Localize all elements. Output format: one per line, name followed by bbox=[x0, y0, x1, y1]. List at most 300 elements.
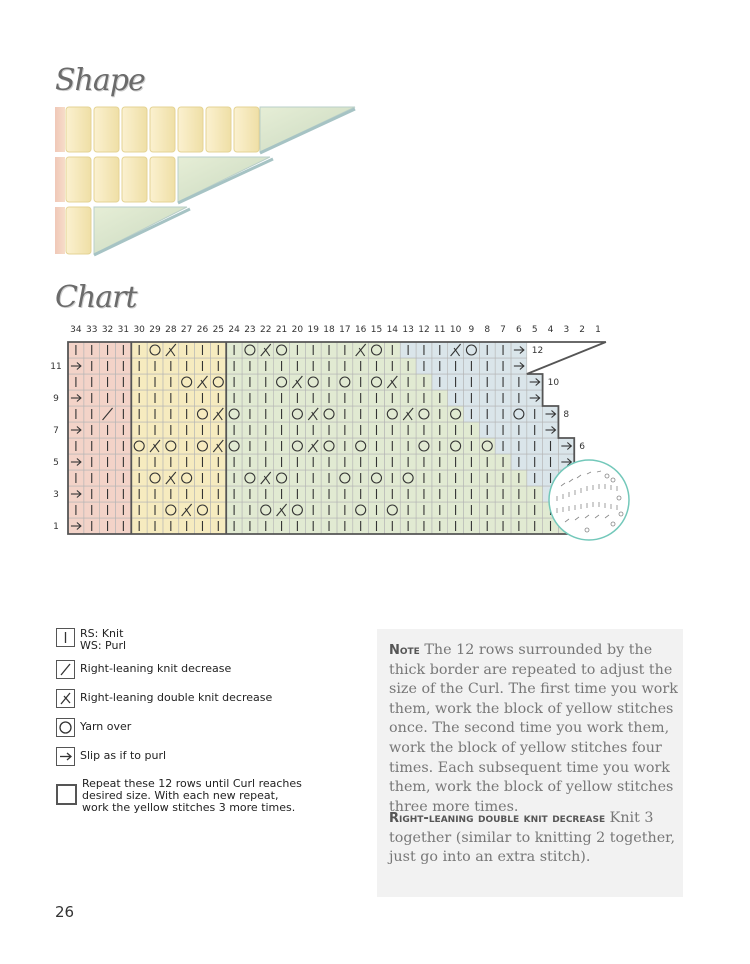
chart-cell bbox=[68, 470, 84, 486]
chart-cell bbox=[68, 422, 84, 438]
page-number: 26 bbox=[55, 903, 75, 921]
row-number: 10 bbox=[547, 378, 560, 388]
chart-cell bbox=[100, 518, 116, 534]
chart-cell bbox=[68, 454, 84, 470]
chart-cell bbox=[448, 342, 464, 358]
term-paragraph bbox=[389, 809, 679, 868]
chart-cell bbox=[400, 342, 416, 358]
chart-cell bbox=[369, 422, 385, 438]
chart-cell bbox=[369, 518, 385, 534]
chart-cell bbox=[210, 374, 226, 390]
chart-cell bbox=[416, 518, 432, 534]
chart-cell bbox=[337, 342, 353, 358]
chart-cell bbox=[274, 438, 290, 454]
chart-cell bbox=[115, 422, 131, 438]
chart-cell bbox=[464, 438, 480, 454]
chart-cell bbox=[305, 374, 321, 390]
chart-cell bbox=[210, 454, 226, 470]
chart-cell bbox=[337, 406, 353, 422]
chart-cell bbox=[448, 422, 464, 438]
legend-text: Slip as if to purl bbox=[80, 749, 167, 762]
chart-cell bbox=[68, 358, 84, 374]
note-box bbox=[377, 629, 683, 897]
chart-cell bbox=[321, 438, 337, 454]
chart-cell bbox=[274, 342, 290, 358]
chart-cell bbox=[289, 390, 305, 406]
chart-cell bbox=[84, 470, 100, 486]
chart-cell bbox=[84, 438, 100, 454]
chart-cell bbox=[226, 518, 242, 534]
chart-cell bbox=[543, 422, 559, 438]
note-paragraph bbox=[389, 641, 679, 817]
chart-cell bbox=[226, 454, 242, 470]
chart-cell bbox=[305, 406, 321, 422]
column-number: 33 bbox=[86, 325, 98, 335]
chart-cell bbox=[353, 374, 369, 390]
chart-cell bbox=[147, 422, 163, 438]
chart-cell bbox=[369, 406, 385, 422]
chart-cell bbox=[432, 342, 448, 358]
chart-cell bbox=[337, 454, 353, 470]
chart-cell bbox=[179, 486, 195, 502]
chart-cell bbox=[147, 358, 163, 374]
double-decrease-icon bbox=[56, 689, 75, 708]
chart-cell bbox=[337, 518, 353, 534]
chart-cell bbox=[289, 454, 305, 470]
chart-cell bbox=[195, 518, 211, 534]
chart-cell bbox=[210, 438, 226, 454]
chart-cell bbox=[321, 374, 337, 390]
chart-cell bbox=[274, 390, 290, 406]
chart-cell bbox=[511, 358, 527, 374]
chart-cell bbox=[321, 486, 337, 502]
chart-cell bbox=[179, 374, 195, 390]
chart-cell bbox=[369, 374, 385, 390]
chart-cell bbox=[131, 486, 147, 502]
chart-cell bbox=[131, 358, 147, 374]
chart-cell bbox=[511, 374, 527, 390]
chart-cell bbox=[68, 406, 84, 422]
column-number: 8 bbox=[484, 325, 491, 335]
chart-cell bbox=[163, 486, 179, 502]
chart-cell bbox=[479, 518, 495, 534]
chart-cell bbox=[384, 470, 400, 486]
chart-cell bbox=[195, 454, 211, 470]
row-number: 12 bbox=[531, 346, 544, 356]
chart-cell bbox=[527, 438, 543, 454]
chart-cell bbox=[258, 454, 274, 470]
chart-cell bbox=[84, 502, 100, 518]
column-number: 30 bbox=[133, 325, 145, 335]
chart-cell bbox=[195, 406, 211, 422]
chart-cell bbox=[384, 374, 400, 390]
chart-cell bbox=[289, 502, 305, 518]
chart-cell bbox=[337, 470, 353, 486]
chart-cell bbox=[242, 486, 258, 502]
chart-cell bbox=[479, 342, 495, 358]
chart-cell bbox=[84, 422, 100, 438]
chart-cell bbox=[210, 422, 226, 438]
chart-cell bbox=[195, 374, 211, 390]
chart-cell bbox=[321, 502, 337, 518]
chart-cell bbox=[353, 486, 369, 502]
chart-cell bbox=[527, 454, 543, 470]
chart-cell bbox=[464, 342, 480, 358]
note-heading: Note bbox=[389, 643, 420, 658]
chart-cell bbox=[305, 518, 321, 534]
chart-cell bbox=[416, 374, 432, 390]
row-number: 5 bbox=[53, 458, 59, 468]
chart-cell bbox=[353, 470, 369, 486]
chart-cell bbox=[258, 470, 274, 486]
chart-cell bbox=[495, 342, 511, 358]
chart-cell bbox=[448, 518, 464, 534]
row-number: 7 bbox=[53, 426, 59, 436]
chart-cell bbox=[527, 470, 543, 486]
chart-cell bbox=[321, 518, 337, 534]
chart-cell bbox=[195, 438, 211, 454]
column-number: 5 bbox=[531, 325, 538, 335]
chart-cell bbox=[495, 502, 511, 518]
legend-text: Repeat these 12 rows until Curl reaches desired size. With each new repeat, work the yellow stitches 3 more times. bbox=[82, 777, 302, 814]
chart-cell bbox=[100, 422, 116, 438]
chart-cell bbox=[416, 406, 432, 422]
chart-cell bbox=[479, 438, 495, 454]
row-number: 3 bbox=[53, 490, 59, 500]
chart-cell bbox=[353, 438, 369, 454]
row-number: 8 bbox=[563, 410, 570, 420]
chart-cell bbox=[495, 486, 511, 502]
chart-cell bbox=[115, 470, 131, 486]
chart-cell bbox=[179, 390, 195, 406]
chart-cell bbox=[527, 502, 543, 518]
chart-cell bbox=[163, 438, 179, 454]
chart-cell bbox=[511, 438, 527, 454]
chart-cell bbox=[289, 374, 305, 390]
chart-cell bbox=[400, 486, 416, 502]
chart-cell bbox=[163, 502, 179, 518]
chart-cell bbox=[131, 342, 147, 358]
chart-cell bbox=[527, 390, 543, 406]
column-number: 14 bbox=[386, 325, 399, 335]
chart-cell bbox=[400, 422, 416, 438]
column-number: 27 bbox=[180, 325, 193, 335]
chart-cell bbox=[495, 470, 511, 486]
chart-cell bbox=[163, 358, 179, 374]
chart-cell bbox=[353, 358, 369, 374]
chart-cell bbox=[84, 486, 100, 502]
chart-cell bbox=[337, 390, 353, 406]
column-number: 19 bbox=[307, 325, 319, 335]
chart-cell bbox=[258, 358, 274, 374]
chart-cell bbox=[163, 454, 179, 470]
column-number: 13 bbox=[402, 325, 414, 335]
chart-cell bbox=[195, 358, 211, 374]
chart-cell bbox=[147, 342, 163, 358]
chart-cell bbox=[321, 390, 337, 406]
chart-cell bbox=[163, 342, 179, 358]
column-number: 26 bbox=[196, 325, 209, 335]
chart-cell bbox=[369, 486, 385, 502]
chart-cell bbox=[416, 358, 432, 374]
chart-cell bbox=[479, 390, 495, 406]
chart-cell bbox=[448, 438, 464, 454]
chart-cell bbox=[495, 454, 511, 470]
chart-cell bbox=[464, 358, 480, 374]
chart-cell bbox=[274, 422, 290, 438]
chart-cell bbox=[179, 422, 195, 438]
knit-purl-icon bbox=[56, 628, 75, 647]
chart-cell bbox=[242, 342, 258, 358]
chart-cell bbox=[527, 374, 543, 390]
chart-cell bbox=[448, 486, 464, 502]
chart-cell bbox=[163, 390, 179, 406]
legend-text: Right-leaning knit decrease bbox=[80, 662, 232, 675]
chart-cell bbox=[274, 374, 290, 390]
chart-cell bbox=[226, 374, 242, 390]
chart-cell bbox=[147, 502, 163, 518]
chart-cell bbox=[147, 454, 163, 470]
chart-cell bbox=[416, 454, 432, 470]
chart-cell bbox=[337, 502, 353, 518]
term-body: Knit 3 together (similar to knitting 2 together, just go into an extra stitch). bbox=[389, 810, 675, 866]
column-number: 22 bbox=[260, 325, 272, 335]
chart-cell bbox=[337, 486, 353, 502]
chart-cell bbox=[416, 486, 432, 502]
shape-title: Shape bbox=[55, 63, 145, 98]
column-number: 9 bbox=[468, 325, 475, 335]
chart-cell bbox=[210, 470, 226, 486]
row-number: 11 bbox=[50, 362, 62, 372]
chart-cell bbox=[479, 454, 495, 470]
chart-cell bbox=[495, 390, 511, 406]
chart-cell bbox=[337, 374, 353, 390]
chart-cell bbox=[384, 422, 400, 438]
chart-cell bbox=[68, 486, 84, 502]
chart-cell bbox=[242, 358, 258, 374]
column-number: 20 bbox=[291, 325, 304, 335]
shape-row-1 bbox=[55, 107, 355, 153]
chart-cell bbox=[416, 422, 432, 438]
column-number: 34 bbox=[70, 325, 82, 335]
chart-cell bbox=[210, 518, 226, 534]
chart-cell bbox=[147, 374, 163, 390]
column-number: 25 bbox=[212, 325, 225, 335]
chart-cell bbox=[369, 470, 385, 486]
slip-icon bbox=[56, 747, 75, 766]
chart-cell bbox=[305, 502, 321, 518]
chart-cell bbox=[258, 342, 274, 358]
column-number: 21 bbox=[275, 325, 288, 335]
chart-cell bbox=[163, 470, 179, 486]
chart-cell bbox=[416, 470, 432, 486]
chart-cell bbox=[131, 406, 147, 422]
chart-cell bbox=[115, 358, 131, 374]
chart-cell bbox=[464, 374, 480, 390]
chart-cell bbox=[100, 454, 116, 470]
chart-cell bbox=[115, 486, 131, 502]
chart-cell bbox=[511, 406, 527, 422]
chart-cell bbox=[289, 422, 305, 438]
chart-cell bbox=[195, 342, 211, 358]
chart-cell bbox=[100, 502, 116, 518]
chart-cell bbox=[147, 470, 163, 486]
chart-cell bbox=[305, 342, 321, 358]
chart-cell bbox=[289, 486, 305, 502]
chart-cell bbox=[511, 454, 527, 470]
chart-cell bbox=[384, 454, 400, 470]
chart-cell bbox=[448, 406, 464, 422]
chart-cell bbox=[448, 390, 464, 406]
chart-cell bbox=[495, 422, 511, 438]
chart-cell bbox=[289, 438, 305, 454]
column-number: 2 bbox=[579, 325, 586, 335]
chart-cell bbox=[416, 390, 432, 406]
chart-cell bbox=[400, 518, 416, 534]
chart-cell bbox=[195, 502, 211, 518]
chart-cell bbox=[258, 518, 274, 534]
chart-cell bbox=[226, 438, 242, 454]
chart-cell bbox=[479, 406, 495, 422]
chart-cell bbox=[448, 502, 464, 518]
chart-cell bbox=[400, 502, 416, 518]
chart-cell bbox=[179, 358, 195, 374]
chart-cell bbox=[210, 390, 226, 406]
chart-cell bbox=[495, 358, 511, 374]
chart-cell bbox=[274, 518, 290, 534]
chart-cell bbox=[384, 518, 400, 534]
chart-cell bbox=[321, 454, 337, 470]
chart-cell bbox=[147, 406, 163, 422]
chart-cell bbox=[432, 486, 448, 502]
chart-cell bbox=[464, 518, 480, 534]
legend-item-double-decrease bbox=[56, 689, 272, 708]
chart-cell bbox=[274, 406, 290, 422]
chart-cell bbox=[163, 374, 179, 390]
column-number: 28 bbox=[165, 325, 177, 335]
chart-cell bbox=[163, 406, 179, 422]
legend-item-knit bbox=[56, 628, 126, 652]
chart-cell bbox=[400, 358, 416, 374]
chart-cell bbox=[289, 358, 305, 374]
chart-cell bbox=[464, 486, 480, 502]
chart-cell bbox=[242, 422, 258, 438]
chart-cell bbox=[305, 422, 321, 438]
chart-cell bbox=[147, 518, 163, 534]
chart-cell bbox=[147, 390, 163, 406]
chart-cell bbox=[131, 470, 147, 486]
chart-cell bbox=[321, 342, 337, 358]
chart-cell bbox=[226, 470, 242, 486]
chart-cell bbox=[131, 390, 147, 406]
chart-cell bbox=[131, 518, 147, 534]
chart-cell bbox=[163, 422, 179, 438]
chart-cell bbox=[68, 438, 84, 454]
chart-cell bbox=[115, 454, 131, 470]
chart-cell bbox=[210, 358, 226, 374]
chart-cell bbox=[464, 406, 480, 422]
chart-cell bbox=[289, 518, 305, 534]
chart-cell bbox=[258, 486, 274, 502]
chart-cell bbox=[115, 518, 131, 534]
chart-cell bbox=[416, 502, 432, 518]
chart-cell bbox=[511, 390, 527, 406]
chart-cell bbox=[321, 358, 337, 374]
chart-cell bbox=[479, 486, 495, 502]
chart-cell bbox=[115, 406, 131, 422]
right-leaning-decrease-icon bbox=[56, 660, 75, 679]
chart-cell bbox=[274, 454, 290, 470]
chart-cell bbox=[511, 486, 527, 502]
chart-cell bbox=[369, 342, 385, 358]
chart-cell bbox=[131, 454, 147, 470]
column-number: 12 bbox=[418, 325, 430, 335]
chart-cell bbox=[115, 390, 131, 406]
chart-cell bbox=[226, 358, 242, 374]
chart-cell bbox=[479, 374, 495, 390]
column-number: 15 bbox=[370, 325, 383, 335]
chart-cell bbox=[274, 502, 290, 518]
column-number: 31 bbox=[117, 325, 130, 335]
chart-cell bbox=[210, 486, 226, 502]
chart-cell bbox=[369, 454, 385, 470]
chart-cell bbox=[527, 422, 543, 438]
chart-cell bbox=[68, 518, 84, 534]
chart-cell bbox=[68, 374, 84, 390]
column-number: 11 bbox=[434, 325, 446, 335]
mini-swatch bbox=[547, 458, 631, 542]
column-number: 1 bbox=[595, 325, 601, 335]
chart-cell bbox=[195, 486, 211, 502]
chart-cell bbox=[100, 358, 116, 374]
chart-cell bbox=[147, 438, 163, 454]
chart-cell bbox=[400, 454, 416, 470]
chart-cell bbox=[353, 342, 369, 358]
legend-item-slip bbox=[56, 747, 166, 766]
chart-cell bbox=[179, 406, 195, 422]
chart-cell bbox=[511, 502, 527, 518]
chart-cell bbox=[147, 486, 163, 502]
chart-cell bbox=[479, 358, 495, 374]
chart-cell bbox=[100, 438, 116, 454]
column-number: 6 bbox=[516, 325, 522, 335]
chart-cell bbox=[100, 486, 116, 502]
chart-cell bbox=[432, 406, 448, 422]
chart-cell bbox=[464, 470, 480, 486]
chart-cell bbox=[337, 422, 353, 438]
chart-cell bbox=[479, 502, 495, 518]
chart-cell bbox=[321, 406, 337, 422]
chart-cell bbox=[131, 438, 147, 454]
chart-cell bbox=[448, 454, 464, 470]
chart-cell bbox=[369, 358, 385, 374]
chart-cell bbox=[100, 342, 116, 358]
chart-cell bbox=[258, 406, 274, 422]
chart-cell bbox=[495, 374, 511, 390]
chart-cell bbox=[258, 374, 274, 390]
chart-cell bbox=[464, 502, 480, 518]
chart-cell bbox=[163, 518, 179, 534]
chart-cell bbox=[384, 406, 400, 422]
chart-cell bbox=[432, 518, 448, 534]
chart-title: Chart bbox=[55, 280, 137, 315]
chart-cell bbox=[242, 454, 258, 470]
column-number: 3 bbox=[563, 325, 570, 335]
chart-cell bbox=[242, 438, 258, 454]
chart-cell bbox=[495, 518, 511, 534]
chart-cell bbox=[416, 342, 432, 358]
chart-cell bbox=[242, 518, 258, 534]
